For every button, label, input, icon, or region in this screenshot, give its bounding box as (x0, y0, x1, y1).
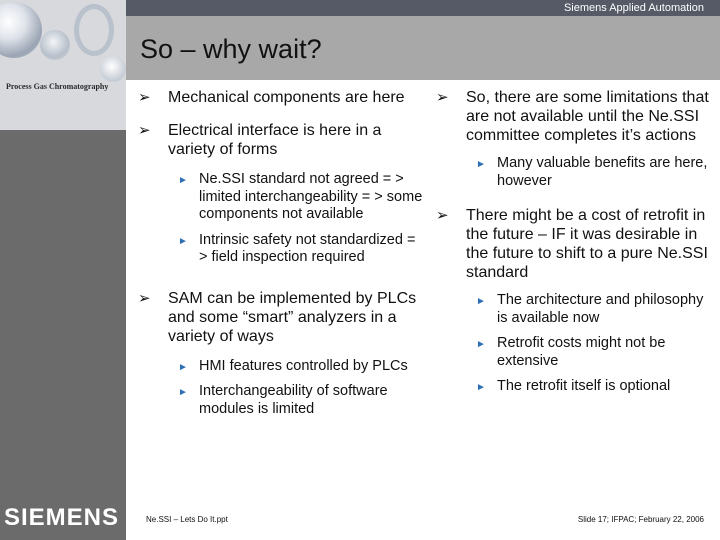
sub-bullet-item (138, 232, 423, 267)
triangle-bullet-icon: ► (476, 382, 486, 393)
left-column (138, 88, 423, 426)
arrow-bullet-icon: ➢ (436, 89, 449, 106)
page-title: So – why wait? (140, 34, 322, 64)
arrow-bullet-icon: ➢ (138, 122, 151, 139)
footer-slide-info: Slide 17; IFPAC; February 22, 2006 (577, 515, 704, 524)
footer-filename: Ne.SSI – Lets Do It.ppt (146, 515, 228, 524)
arrow-bullet-icon: ➢ (436, 207, 449, 224)
sidebar-caption: Process Gas Chromatography (6, 82, 109, 91)
sidebar (0, 0, 126, 540)
glass-disc-icon (40, 30, 70, 60)
siemens-logo: SIEMENS (4, 504, 120, 531)
sub-bullet-item (138, 171, 423, 224)
bullet-text: Electrical interface is here in a variety of forms (168, 122, 382, 158)
sub-bullet-item (436, 335, 716, 370)
arrow-bullet-icon: ➢ (138, 289, 151, 307)
triangle-bullet-icon: ► (178, 387, 188, 398)
sub-bullet-text: Interchangeability of software modules is limited (199, 383, 388, 417)
triangle-bullet-icon: ► (178, 361, 188, 373)
sub-bullet-text: The retrofit itself is optional (497, 378, 671, 394)
arrow-bullet-icon: ➢ (138, 89, 151, 106)
glass-ring-icon (74, 4, 114, 56)
bullet-item (436, 88, 716, 145)
triangle-bullet-icon: ► (476, 339, 486, 350)
sub-bullet-text: Intrinsic safety not standardized = > field inspection required (199, 231, 416, 265)
sub-bullet-text: Ne.SSI standard not agreed = > limited interchangeability = > some components not available (199, 171, 423, 222)
bullet-item (138, 289, 423, 346)
triangle-bullet-icon: ► (476, 159, 486, 170)
glass-disc-icon (0, 2, 42, 58)
sub-bullet-item (436, 378, 716, 396)
sub-bullet-item (436, 292, 716, 327)
triangle-bullet-icon: ► (178, 235, 188, 247)
bullet-item (436, 206, 716, 282)
sub-bullet-text: The architecture and philosophy is available now (497, 292, 704, 326)
bullet-item (138, 121, 423, 159)
brand-line: Siemens Applied Automation (563, 2, 704, 14)
bullet-text: Mechanical components are here (168, 89, 405, 106)
bullet-text: SAM can be implemented by PLCs and some “smart” analyzers in a variety of ways (168, 289, 417, 345)
triangle-bullet-icon: ► (476, 296, 486, 307)
sidebar-decorative-image (0, 0, 126, 130)
bullet-text: So, there are some limitations that are not available until the Ne.SSI committee completes it’s actions (466, 89, 709, 144)
sub-bullet-text: Many valuable benefits are here, however (497, 155, 708, 189)
bullet-text: There might be a cost of retrofit in the future – IF it was desirable in the future to shift to a pure Ne.SSI standard (466, 207, 708, 281)
sub-bullet-text: Retrofit costs might not be extensive (497, 335, 666, 369)
title-bar (126, 16, 720, 80)
triangle-bullet-icon: ► (178, 175, 188, 186)
sub-bullet-item (436, 155, 716, 190)
top-bar (126, 0, 720, 16)
sub-bullet-text: HMI features controlled by PLCs (199, 357, 408, 374)
right-column (436, 88, 716, 404)
glass-disc-icon (100, 56, 126, 82)
sub-bullet-item (138, 358, 423, 376)
sub-bullet-item (138, 383, 423, 418)
bullet-item (138, 88, 423, 107)
